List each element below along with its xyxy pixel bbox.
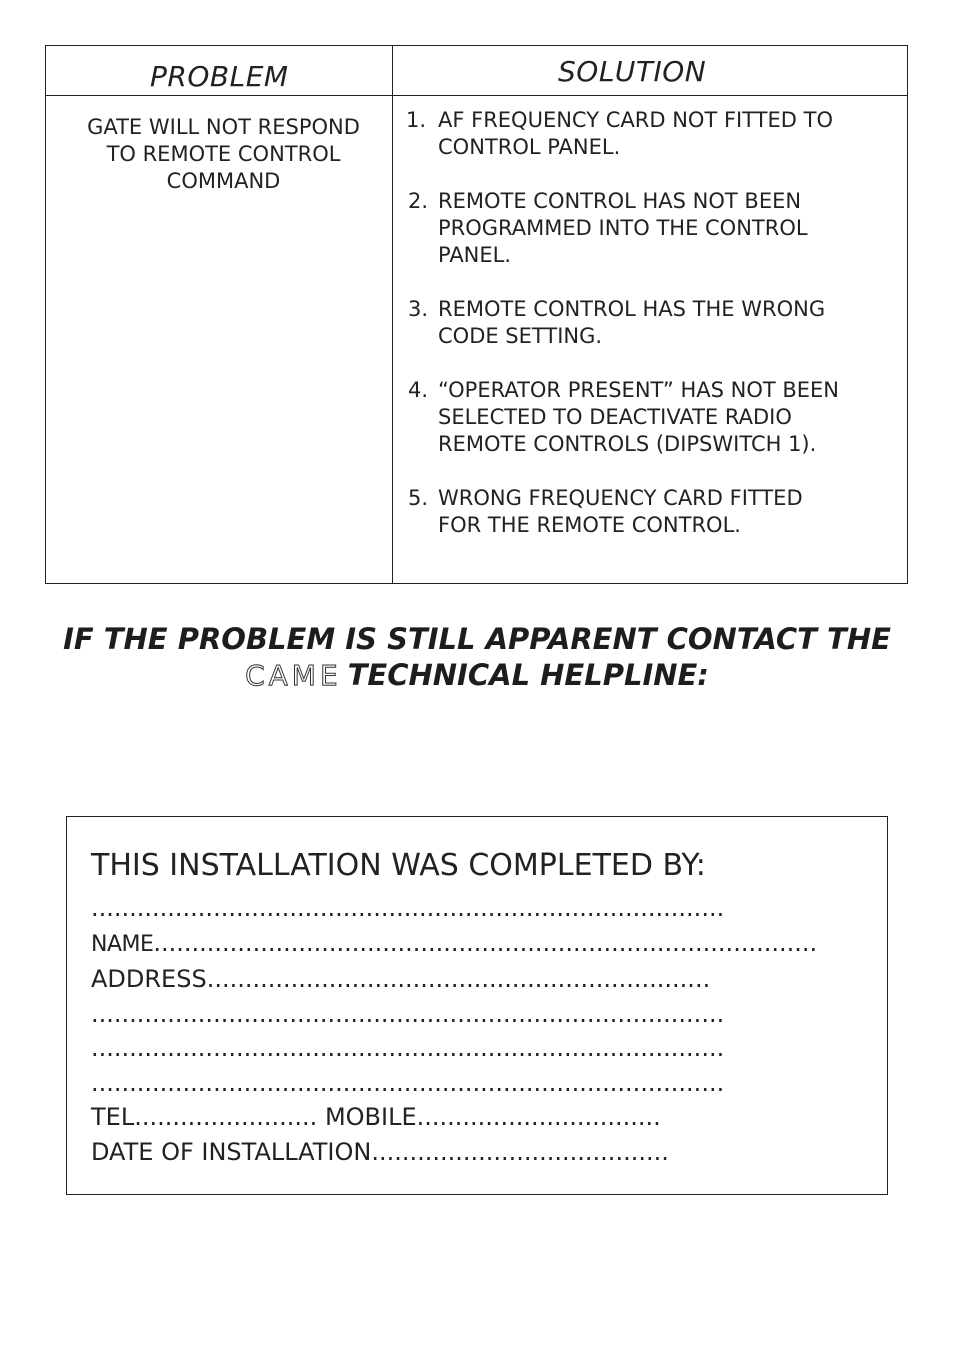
mobile-label: MOBILE: [324, 1103, 417, 1131]
solution-item: [404, 188, 904, 269]
solution-line: AF FREQUENCY CARD NOT FITTED TO: [438, 108, 833, 132]
solution-line: PROGRAMMED INTO THE CONTROL: [438, 216, 808, 240]
installation-form: [91, 891, 817, 1169]
solution-list: [404, 107, 904, 566]
address-field[interactable]: [91, 962, 817, 997]
name-dots: .......................................................................................: [153, 928, 818, 957]
solution-line: CONTROL PANEL.: [438, 135, 621, 159]
problem-cell: [46, 114, 401, 195]
solution-number: 1.: [406, 108, 427, 132]
blank-line[interactable]: ...................................................................................: [91, 1068, 725, 1097]
solution-line: WRONG FREQUENCY CARD FITTED: [438, 486, 803, 510]
tel-dots: ........................: [134, 1103, 325, 1131]
solution-header: SOLUTION: [558, 55, 707, 88]
name-label: NAME: [91, 931, 154, 957]
solution-line: REMOTE CONTROL HAS NOT BEEN: [438, 189, 802, 213]
tel-label: TEL: [91, 1103, 135, 1131]
address-dots: ..................................................................: [206, 965, 711, 993]
date-field[interactable]: [91, 1135, 817, 1170]
blank-line[interactable]: ...................................................................................: [91, 894, 725, 922]
solution-line: CODE SETTING.: [438, 324, 603, 348]
problem-line: TO REMOTE CONTROL: [106, 142, 341, 166]
solution-number: 4.: [408, 378, 429, 402]
solution-line: REMOTE CONTROL HAS THE WRONG: [438, 297, 826, 321]
phone-fields[interactable]: [91, 1100, 817, 1135]
problem-header: PROBLEM: [150, 60, 289, 93]
problem-line: COMMAND: [166, 169, 281, 193]
solution-number: 2.: [408, 189, 429, 213]
helpline-text: TECHNICAL HELPLINE:: [347, 658, 709, 692]
installation-record-box: [66, 816, 888, 1195]
helpline-line-1: IF THE PROBLEM IS STILL APPARENT CONTACT THE: [63, 622, 891, 656]
solution-line: FOR THE REMOTE CONTROL.: [438, 513, 741, 537]
installation-title: THIS INSTALLATION WAS COMPLETED BY:: [91, 848, 706, 883]
helpline-line-2: [0, 657, 954, 694]
solution-line: SELECTED TO DEACTIVATE RADIO: [438, 405, 792, 429]
blank-line[interactable]: ...................................................................................: [91, 1034, 725, 1062]
solution-line: PANEL.: [438, 243, 512, 267]
mobile-dots: ................................: [416, 1103, 661, 1131]
date-label: DATE OF INSTALLATION: [91, 1137, 372, 1166]
solution-line: “OPERATOR PRESENT” HAS NOT BEEN: [438, 378, 839, 402]
came-brand-logo: CAME: [245, 659, 342, 692]
solution-line: REMOTE CONTROLS (DIPSWITCH 1).: [438, 432, 817, 456]
address-label: ADDRESS: [91, 965, 207, 993]
solution-item: [404, 296, 904, 350]
blank-line[interactable]: ...................................................................................: [91, 999, 725, 1028]
helpline-notice: [0, 621, 954, 694]
solution-item: [404, 485, 904, 539]
name-field[interactable]: [91, 926, 817, 963]
solution-item: [404, 107, 904, 161]
problem-line: GATE WILL NOT RESPOND: [87, 115, 360, 139]
solution-number: 5.: [408, 486, 429, 510]
date-dots: .......................................: [371, 1137, 669, 1166]
solution-number: 3.: [408, 297, 429, 321]
troubleshooting-table: [45, 45, 908, 584]
solution-item: [404, 377, 904, 458]
header-divider: [46, 95, 907, 96]
